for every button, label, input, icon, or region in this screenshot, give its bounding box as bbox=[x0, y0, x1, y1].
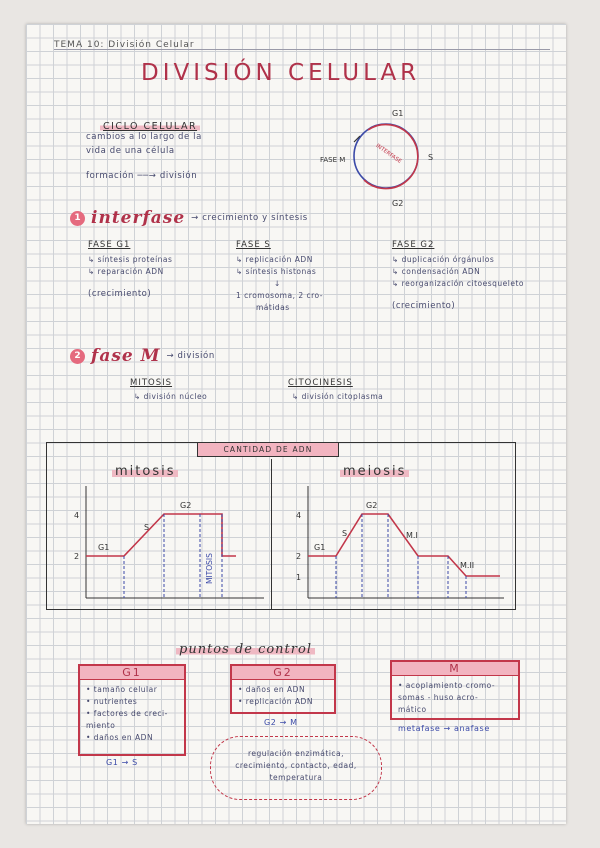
g2-box-title: G2 bbox=[232, 666, 334, 680]
flow-from: formación bbox=[86, 171, 135, 181]
flow-text bbox=[86, 171, 197, 181]
fase-g1-heading: FASE G1 bbox=[88, 240, 131, 250]
interfase-ring-label: INTERFASE bbox=[374, 143, 403, 166]
g1-label: G1 bbox=[392, 109, 404, 118]
interfase-heading bbox=[70, 208, 308, 228]
g1-box-item: • daños en ADN bbox=[86, 733, 154, 742]
m-checkpoint-box bbox=[390, 660, 520, 720]
cloud-line: temperatura bbox=[269, 773, 323, 782]
adn-banner: CANTIDAD DE ADN bbox=[197, 443, 339, 457]
g1-box-item: • factores de creci- bbox=[86, 709, 168, 718]
mitosis-block bbox=[130, 378, 207, 403]
citocinesis-item: ↳ división citoplasma bbox=[292, 392, 384, 401]
g2-checkpoint-box bbox=[230, 664, 336, 714]
g1-label: G1 bbox=[314, 543, 326, 552]
fase-g1 bbox=[88, 240, 238, 300]
g1-box-item: • nutrientes bbox=[86, 697, 138, 706]
fase-g2-item: ↳ condensación ADN bbox=[392, 267, 481, 276]
fase-m-label: FASE M bbox=[320, 156, 346, 164]
fase-m-title: fase M bbox=[91, 346, 161, 366]
topic-label: TEMA 10: División Celular bbox=[54, 40, 195, 50]
tick-2: 2 bbox=[74, 552, 80, 561]
tick-4: 4 bbox=[74, 511, 80, 520]
fase-g2 bbox=[392, 240, 562, 312]
fase-s-extra: mátidas bbox=[256, 303, 290, 312]
mitosis-chart bbox=[74, 480, 270, 604]
g1-box-item: • tamaño celular bbox=[86, 685, 158, 694]
g1-checkpoint-box bbox=[78, 664, 186, 756]
mitosis-vertical-label: MITOSIS bbox=[205, 553, 214, 584]
g2-label: G2 bbox=[366, 501, 378, 510]
meiosis-chart bbox=[296, 480, 510, 604]
m-box-title: M bbox=[392, 662, 518, 676]
adn-divider bbox=[271, 459, 272, 609]
flow-to: división bbox=[159, 171, 198, 181]
fase-g1-item: ↳ reparación ADN bbox=[88, 267, 164, 276]
g2-box-item: • daños en ADN bbox=[238, 685, 306, 694]
fase-s-arrow: ↓ bbox=[274, 279, 281, 288]
mitosis-item: ↳ división núcleo bbox=[134, 392, 208, 401]
ciclo-desc-2: vida de una célula bbox=[86, 146, 175, 156]
mitosis-heading: MITOSIS bbox=[130, 378, 173, 388]
fase-g2-note: (crecimiento) bbox=[392, 301, 456, 311]
m-box-item: somas - huso acro- bbox=[398, 693, 479, 702]
mitosis-chart-title: mitosis bbox=[112, 464, 178, 479]
m2-label: M.II bbox=[460, 561, 475, 570]
header-bar bbox=[54, 32, 550, 50]
fase-s-heading: FASE S bbox=[236, 240, 271, 250]
section-number-2: 2 bbox=[70, 349, 85, 364]
interfase-title: interfase bbox=[91, 208, 186, 228]
meiosis-chart-title: meiosis bbox=[340, 464, 409, 479]
s-label: S bbox=[342, 529, 348, 538]
mitosis-chart-title-wrap bbox=[112, 460, 178, 479]
citocinesis-block bbox=[288, 378, 383, 403]
ciclo-desc-1: cambios a lo largo de la bbox=[86, 132, 202, 142]
fase-g2-item: ↳ duplicación órgánulos bbox=[392, 255, 495, 264]
ciclo-heading: CICLO CELULAR bbox=[100, 121, 200, 132]
g1-box-title: G1 bbox=[80, 666, 184, 680]
meiosis-chart-title-wrap bbox=[340, 460, 409, 479]
g2-label: G2 bbox=[392, 199, 404, 208]
g2-box-item: • replicación ADN bbox=[238, 697, 313, 706]
puntos-title: puntos de control bbox=[176, 642, 315, 657]
fase-g1-item: ↳ síntesis proteínas bbox=[88, 255, 173, 264]
fase-s-item: ↳ replicación ADN bbox=[236, 255, 313, 264]
regulation-cloud bbox=[210, 736, 382, 800]
m-transition: metafase → anafase bbox=[398, 724, 490, 733]
g1-box-item: miento bbox=[86, 721, 116, 730]
fase-s-extra: 1 cromosoma, 2 cro- bbox=[236, 291, 323, 300]
tick-2: 2 bbox=[296, 552, 302, 561]
g1-label: G1 bbox=[98, 543, 110, 552]
page-title: DIVISIÓN CELULAR bbox=[141, 60, 421, 86]
cycle-diagram bbox=[316, 102, 456, 210]
tick-1: 1 bbox=[296, 573, 302, 582]
fase-g2-item: ↳ reorganización citoesqueleto bbox=[392, 279, 525, 288]
cloud-line: regulación enzimática, bbox=[247, 749, 345, 758]
citocinesis-heading: CITOCINESIS bbox=[288, 378, 353, 388]
m-box-item: mático bbox=[398, 705, 427, 714]
g2-transition: G2 → M bbox=[264, 718, 298, 727]
flow-arrow: ──→ bbox=[137, 171, 157, 181]
puntos-title-wrap bbox=[176, 638, 315, 657]
notebook-page bbox=[26, 24, 566, 824]
cloud-line: crecimiento, contacto, edad, bbox=[235, 761, 357, 770]
fase-m-heading bbox=[70, 346, 215, 366]
fase-g2-heading: FASE G2 bbox=[392, 240, 435, 250]
g2-label: G2 bbox=[180, 501, 192, 510]
section-number-1: 1 bbox=[70, 211, 85, 226]
s-label: S bbox=[144, 523, 150, 532]
fase-s-item: ↳ síntesis histonas bbox=[236, 267, 317, 276]
fase-g1-note: (crecimiento) bbox=[88, 289, 152, 299]
g1-transition: G1 → S bbox=[106, 758, 138, 767]
tick-4: 4 bbox=[296, 511, 302, 520]
fase-m-subtitle: → división bbox=[166, 351, 215, 361]
s-label: S bbox=[428, 153, 434, 162]
m1-label: M.I bbox=[406, 531, 418, 540]
m-box-item: • acoplamiento cromo- bbox=[398, 681, 496, 690]
fase-s bbox=[236, 240, 386, 314]
interfase-subtitle: → crecimiento y síntesis bbox=[191, 213, 308, 223]
